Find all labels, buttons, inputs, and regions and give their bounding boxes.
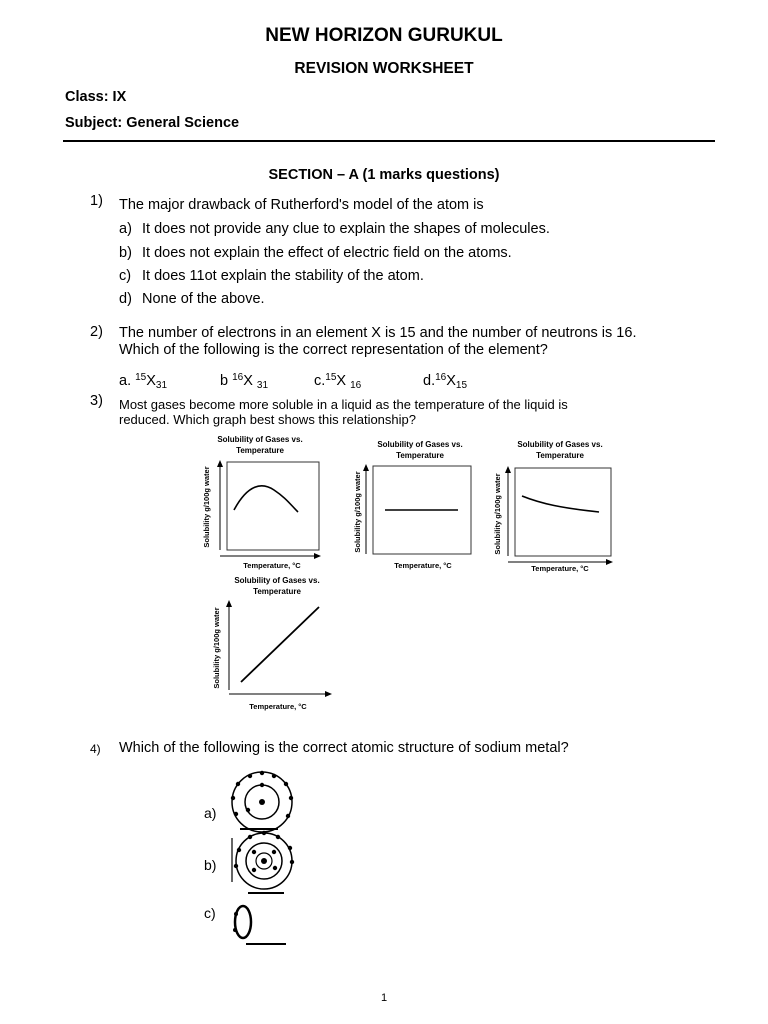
- graph-ylabel: Solubility g/100g water: [212, 607, 221, 689]
- y-axis-arrowhead: [226, 600, 232, 607]
- graph-xlabel: Temperature, °C: [243, 561, 301, 570]
- element-symbol: X: [336, 373, 351, 389]
- question-number: 3): [90, 393, 103, 409]
- atomic-number: 16: [350, 380, 362, 391]
- section-title: SECTION – A (1 marks questions): [268, 167, 500, 183]
- page-number: 1: [380, 992, 388, 1004]
- worksheet-title: REVISION WORKSHEET: [294, 60, 474, 77]
- mass-number: 16: [232, 372, 244, 383]
- graph-title-line-1: Solubility of Gases vs.: [234, 576, 320, 585]
- option-b: [119, 245, 512, 261]
- option-d: [423, 373, 467, 389]
- graph-xlabel: Temperature, °C: [249, 702, 307, 711]
- graph-ylabel: Solubility g/100g water: [353, 471, 362, 553]
- question-text-line-1: Most gases become more soluble in a liquid as the temperature of the liquid is: [119, 397, 568, 412]
- graph-ylabel: Solubility g/100g water: [202, 466, 211, 548]
- graph-title-line-1: Solubility of Gases vs.: [217, 435, 303, 444]
- graph-xlabel: Temperature, °C: [394, 561, 452, 570]
- underline-mark: [246, 943, 286, 945]
- atom-diagram-c-icon: [230, 900, 254, 946]
- graph-xlabel: Temperature, °C: [531, 564, 589, 573]
- question-number: 4): [90, 742, 101, 756]
- question-text: The major drawback of Rutherford's model of the atom is: [119, 197, 484, 213]
- option-label: b): [119, 245, 132, 261]
- option-prefix: d.: [423, 373, 436, 389]
- option-c: [119, 268, 424, 284]
- option-d: [119, 291, 265, 307]
- graph-title-line-2: Temperature: [236, 446, 284, 455]
- subject-label: Subject: General Science: [65, 115, 240, 131]
- element-symbol: X: [243, 373, 257, 389]
- atom-diagram-a-icon: [226, 770, 298, 834]
- graph-curve: [234, 486, 298, 512]
- graph-title-line-1: Solubility of Gases vs.: [517, 440, 603, 449]
- atomic-number: 31: [155, 380, 168, 391]
- option-text: It does not provide any clue to explain the shapes of molecules.: [142, 221, 550, 237]
- y-axis-arrowhead: [505, 466, 511, 473]
- mass-number: 16: [435, 372, 447, 383]
- option-c: [314, 373, 361, 389]
- graph-title-line-2: Temperature: [396, 451, 444, 460]
- option-text: It does not explain the effect of electric field on the atoms.: [142, 245, 512, 261]
- y-axis-arrowhead: [217, 460, 223, 467]
- option-prefix: c.: [314, 373, 326, 389]
- option-prefix: a.: [119, 373, 136, 389]
- graph-title-line-2: Temperature: [536, 451, 584, 460]
- graph-option-3: [492, 436, 617, 576]
- atomic-number: 15: [455, 380, 468, 391]
- option-label: c): [119, 268, 132, 284]
- graph-title-line-2: Temperature: [253, 587, 301, 596]
- school-name: NEW HORIZON GURUKUL: [265, 25, 503, 46]
- option-prefix: b: [220, 373, 233, 389]
- option-label: c): [204, 905, 216, 921]
- question-text-line-1: The number of electrons in an element X is 15 and the number of neutrons is 16.: [119, 325, 637, 341]
- graph-curve: [241, 607, 319, 682]
- y-axis-arrowhead: [363, 464, 369, 471]
- atomic-number: 31: [256, 380, 269, 391]
- question-number: 2): [90, 324, 103, 340]
- option-a: [119, 221, 550, 237]
- graph-option-2: [351, 436, 476, 576]
- option-b: [220, 373, 268, 389]
- graph-title-line-1: Solubility of Gases vs.: [377, 440, 463, 449]
- x-axis-arrowhead: [325, 691, 332, 697]
- graph-curve: [522, 496, 599, 512]
- header-divider: [63, 140, 715, 142]
- option-label: b): [204, 857, 217, 873]
- option-text: It does 11ot explain the stability of the atom.: [142, 268, 424, 284]
- graph-plot-area: [227, 462, 319, 550]
- atom-diagram-b-icon: [228, 830, 298, 892]
- x-axis-arrowhead: [606, 559, 613, 565]
- underline-mark: [248, 892, 284, 894]
- question-number: 1): [90, 193, 103, 209]
- question-text: Which of the following is the correct atomic structure of sodium metal?: [119, 740, 569, 756]
- option-a: [119, 373, 167, 389]
- option-label: a): [204, 805, 217, 821]
- question-text-line-2: Which of the following is the correct representation of the element?: [119, 342, 548, 358]
- mass-number: 15: [325, 372, 337, 383]
- question-text-line-2: reduced. Which graph best shows this relationship?: [119, 412, 416, 427]
- option-label: a): [119, 221, 132, 237]
- element-symbol: X: [446, 373, 456, 389]
- class-label: Class: IX: [65, 89, 127, 105]
- x-axis-arrowhead: [314, 553, 321, 559]
- graph-option-1: [200, 432, 325, 572]
- option-label: d): [119, 291, 132, 307]
- graph-option-4: [211, 572, 336, 712]
- mass-number: 15: [135, 372, 147, 383]
- element-symbol: X: [146, 373, 156, 389]
- graph-ylabel: Solubility g/100g water: [493, 473, 502, 555]
- option-text: None of the above.: [142, 291, 265, 307]
